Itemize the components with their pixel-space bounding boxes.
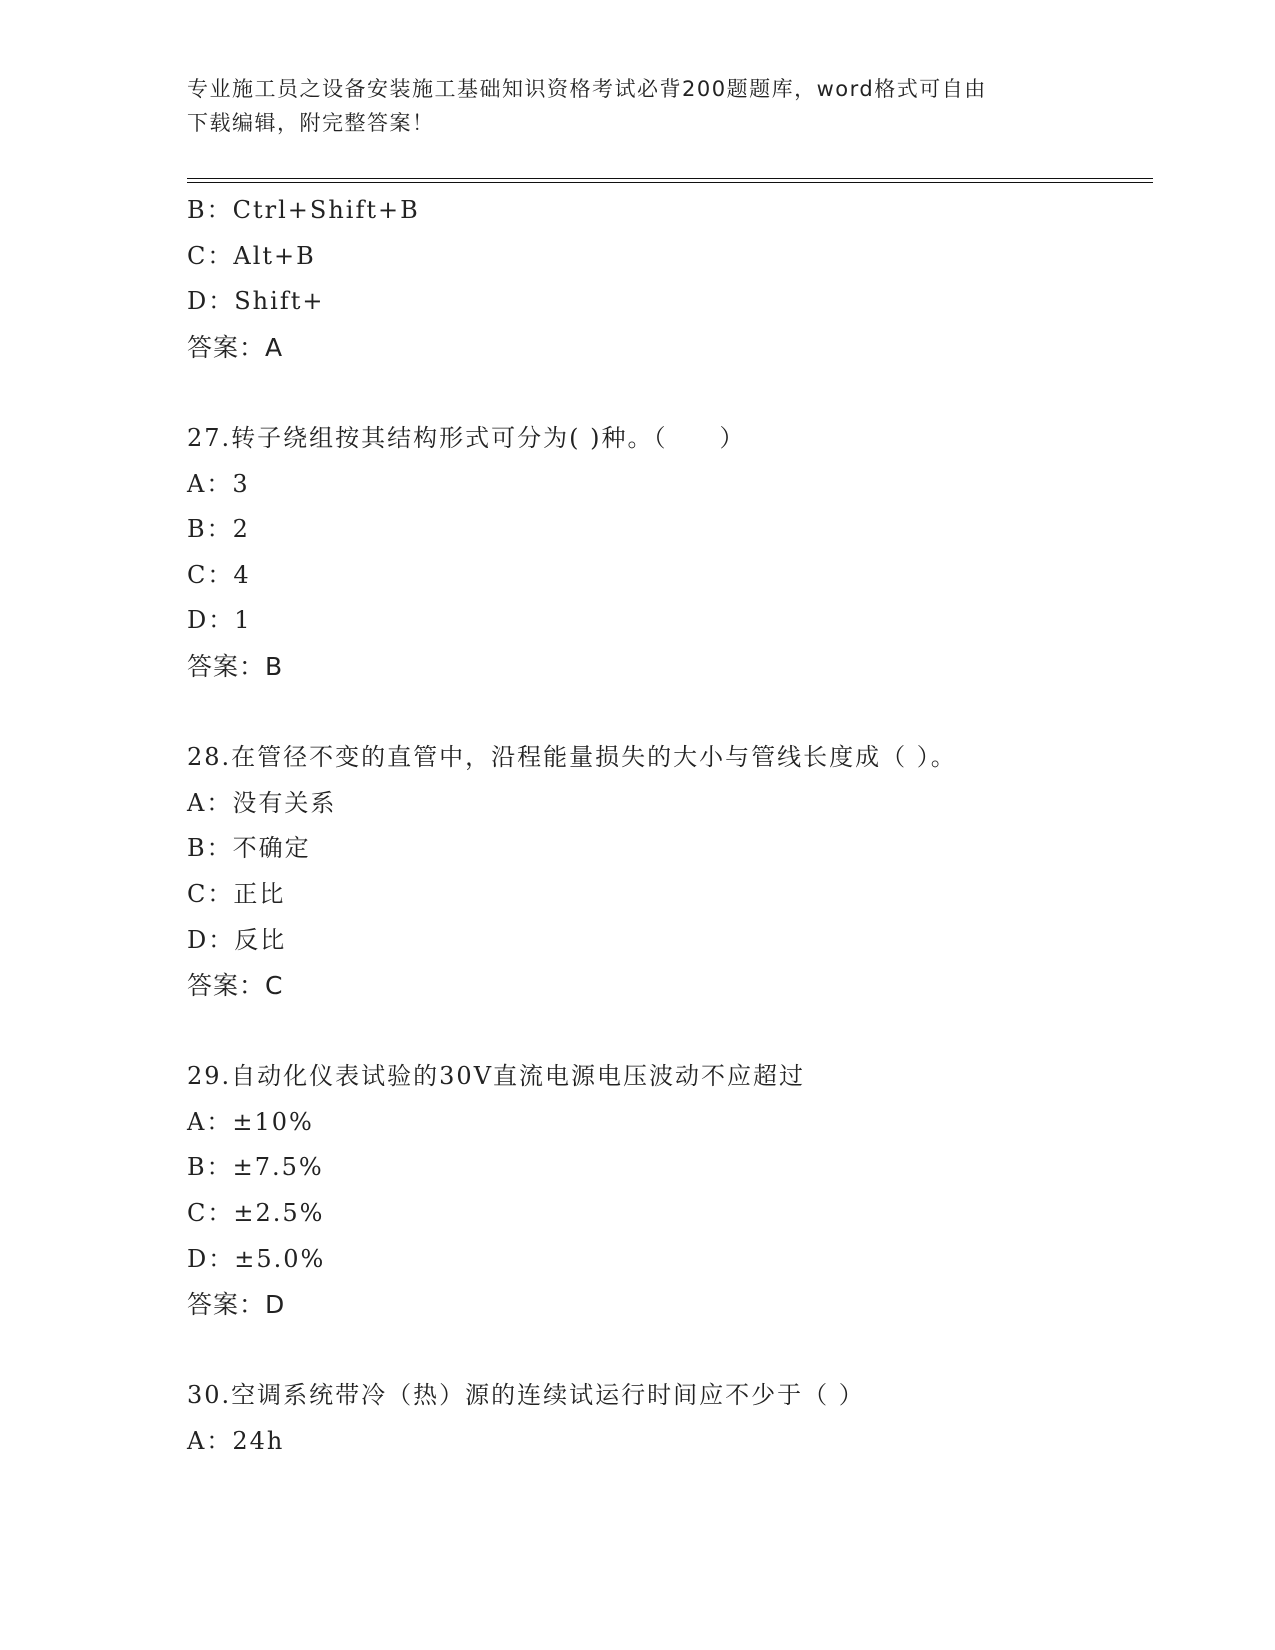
answer: 答案：D bbox=[187, 1290, 286, 1320]
header-divider-bold bbox=[187, 182, 1153, 183]
document-header bbox=[187, 72, 1067, 140]
option-a: A：24h bbox=[187, 1427, 285, 1456]
question-stem: 27.转子绕组按其结构形式可分为( )种。（ ） bbox=[187, 423, 746, 452]
question-stem: 30.空调系统带冷（热）源的连续试运行时间应不少于（ ） bbox=[187, 1381, 865, 1410]
answer: 答案：C bbox=[187, 971, 284, 1001]
question-list bbox=[187, 188, 1153, 1465]
question-stem: 29.自动化仪表试验的30V直流电源电压波动不应超过 bbox=[187, 1062, 806, 1091]
spacer bbox=[187, 1009, 1153, 1055]
option-c: C：±2.5% bbox=[187, 1199, 325, 1228]
option-d: D：反比 bbox=[187, 925, 287, 954]
option-b: B：不确定 bbox=[187, 834, 311, 863]
spacer bbox=[187, 1328, 1153, 1374]
question-stem: 28.在管径不变的直管中，沿程能量损失的大小与管线长度成（ ）。 bbox=[187, 743, 957, 772]
spacer bbox=[187, 690, 1153, 736]
header-line-2: 下载编辑，附完整答案！ bbox=[187, 111, 435, 135]
option-a: A：3 bbox=[187, 469, 250, 498]
option-c: C：正比 bbox=[187, 879, 286, 908]
option-c: C：4 bbox=[187, 560, 251, 589]
header-line-1: 专业施工员之设备安装施工基础知识资格考试必背200题题库，word格式可自由 bbox=[187, 77, 987, 101]
option-b: B：±7.5% bbox=[187, 1153, 324, 1182]
answer: 答案：A bbox=[187, 332, 284, 362]
option-b: B：Ctrl+Shift+B bbox=[187, 196, 420, 224]
option-c: C：Alt+B bbox=[187, 241, 316, 270]
option-d: D：Shift+ bbox=[187, 287, 325, 316]
answer: 答案：B bbox=[187, 651, 284, 681]
option-d: D：1 bbox=[187, 606, 252, 635]
option-b: B：2 bbox=[187, 515, 250, 544]
header-divider bbox=[187, 178, 1153, 179]
option-d: D：±5.0% bbox=[187, 1244, 326, 1273]
option-a: A：±10% bbox=[187, 1107, 314, 1136]
spacer bbox=[187, 370, 1153, 416]
option-a: A：没有关系 bbox=[187, 788, 337, 817]
